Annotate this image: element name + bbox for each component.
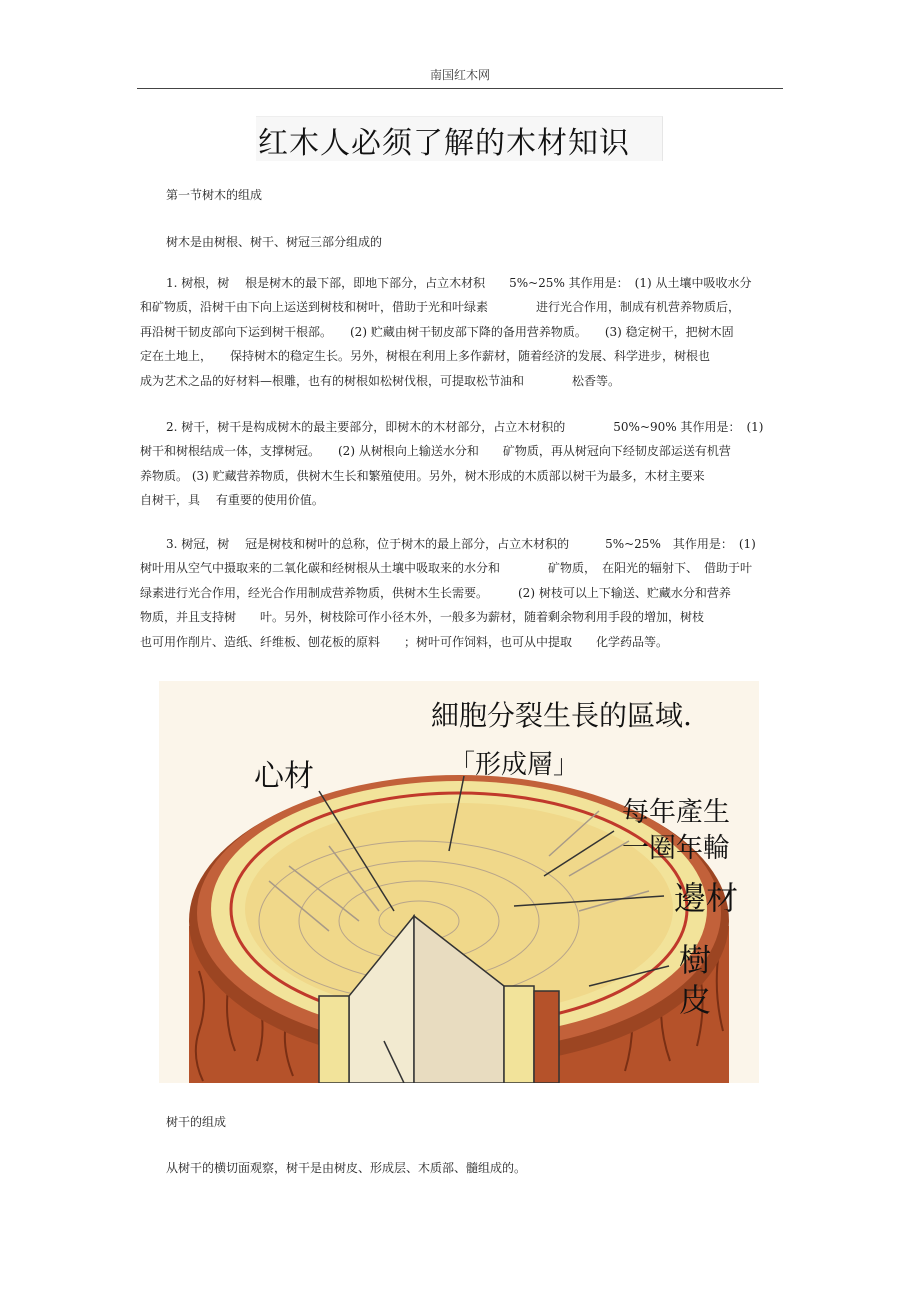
header-divider (137, 88, 783, 89)
paragraph-roots (140, 271, 780, 393)
label-bark-line2: 皮 (679, 981, 712, 1019)
figure-caption: 树干的组成 (166, 1115, 227, 1129)
site-name: 南国红木网 (429, 68, 490, 82)
paragraph-line: 再沿树干韧皮部向下运到树干根部。 (2) 贮藏由树干韧皮部下降的备用营养物质。 (3) 稳定树干，把树木固 (140, 324, 734, 339)
paragraph-line: 定在土地上， 保持树木的稳定生长。另外，树根在利用上多作薪材，随着经济的发展、科学进步，树根也 (140, 349, 711, 364)
section-heading: 第一节树木的组成 (166, 188, 263, 202)
paragraph-line: 树叶用从空气中摄取来的二氧化碳和经树根从土壤中吸取来的水分和 矿物质， 在阳光的辐射下、 借助于叶 (140, 561, 753, 576)
paragraph-line: 和矿物质，沿树干由下向上运送到树枝和树叶，借助于光和叶绿素 进行光合作用，制成有机营养物质后， (140, 300, 741, 315)
paragraph-trunk (140, 415, 780, 513)
paragraph-line: 自树干，具 有重要的使用价值。 (140, 493, 324, 508)
label-cambium-description: 細胞分裂生長的區域. (431, 699, 692, 732)
paragraph-line: 树干和树根结成一体，支撑树冠。 (2) 从树根向上输送水分和 矿物质，再从树冠向下经韧皮部运送有机营 (140, 444, 731, 459)
paragraph-crown (140, 532, 780, 654)
paragraph-line: 3. 树冠，树 冠是树枝和树叶的总称，位于树木的最上部分，占立木材积的 5%~25% 其作用是： (1) (166, 537, 756, 551)
paragraph-line: 物质，并且支持树 叶。另外，树枝除可作小径木外，一般多为薪材，随着剩余物利用手段的增加，树枝 (140, 610, 705, 625)
label-annual-ring-line1: 每年產生 (622, 797, 730, 828)
label-annual-ring-line2: 一圈年輪 (622, 833, 730, 864)
label-heartwood: 心材 (254, 759, 314, 794)
paragraph-line: 2. 树干，树干是构成树木的最主要部分，即树木的木材部分，占立木材积的 50%~90% 其作用是： (1) (166, 420, 764, 434)
label-bark-line1: 樹 (679, 941, 712, 979)
intro-text: 树木是由树根、树干、树冠三部分组成的 (166, 235, 383, 249)
paragraph-line: 养物质。 (3) 贮藏营养物质，供树木生长和繁殖使用。另外，树木形成的木质部以树干为最多，木材主要来 (140, 468, 705, 483)
paragraph-line: 绿素进行光合作用，经光合作用制成营养物质，供树木生长需要。 (2) 树枝可以上下输送、贮藏水分和营养 (140, 585, 731, 600)
paragraph-line: 1. 树根，树 根是树木的最下部，即地下部分，占立木材积 5%~25% 其作用是： (1) 从土壤中吸收水分 (166, 276, 752, 290)
trunk-diagram (159, 681, 759, 1083)
label-cambium: 「形成層」 (449, 750, 580, 780)
paragraph-line: 也可用作削片、造纸、纤维板、刨花板的原料 ；树叶可作饲料，也可从中提取 化学药品等。 (140, 634, 669, 649)
trunk-cross-section-illustration (159, 681, 759, 1083)
closing-text: 从树干的横切面观察，树干是由树皮、形成层、木质部、髓组成的。 (166, 1161, 527, 1175)
page-title: 红木人必须了解的木材知识 (258, 126, 630, 161)
paragraph-line: 成为艺术之品的好材料—根雕，也有的树根如松树伐根，可提取松节油和 松香等。 (140, 373, 621, 388)
label-sapwood: 邊材 (674, 879, 739, 917)
